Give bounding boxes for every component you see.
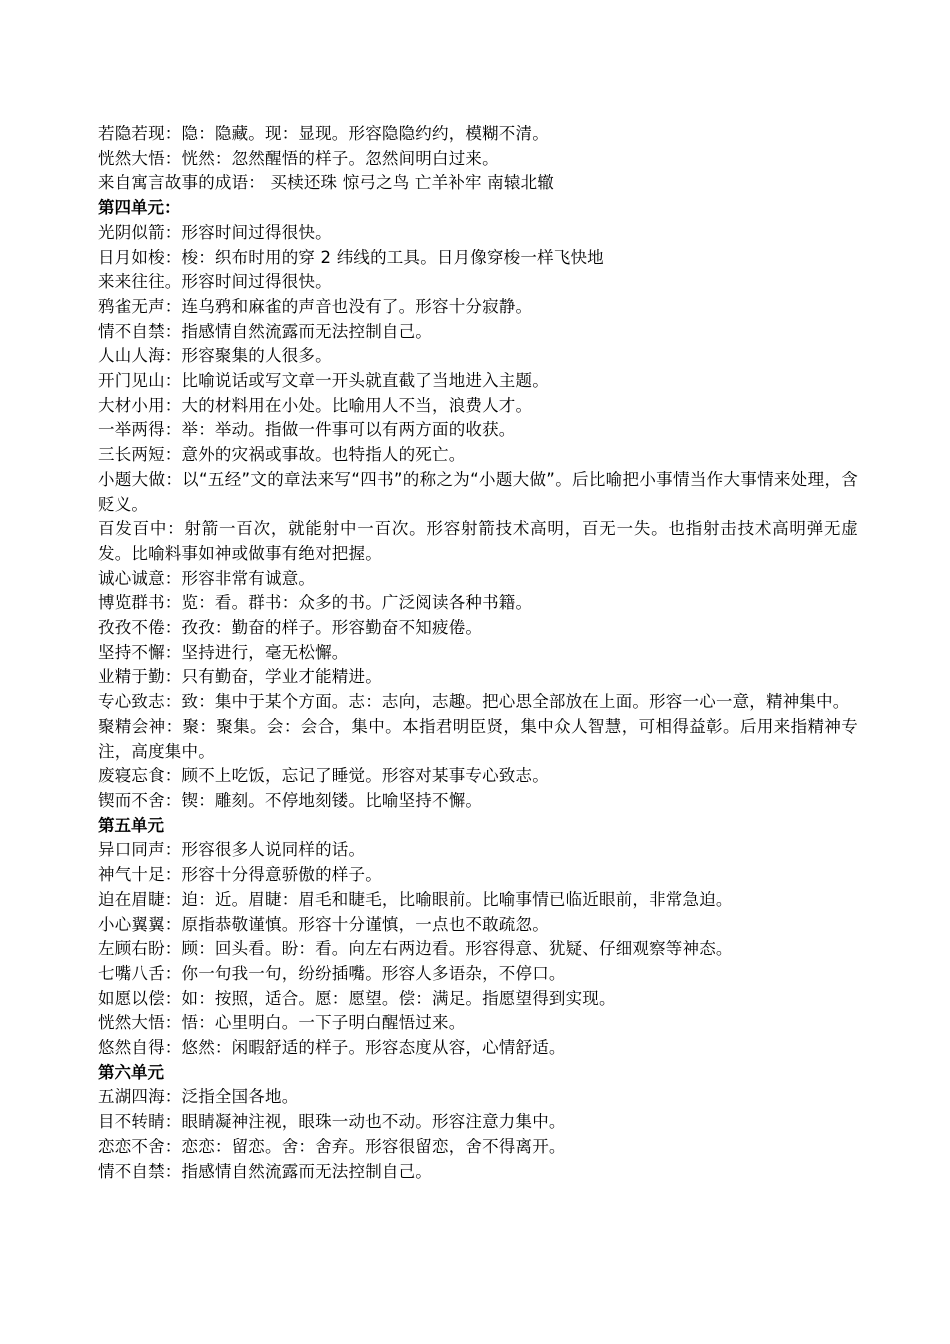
idiom-entry: 聚精会神：聚：聚集。会：会合，集中。本指君明臣贤，集中众人智慧，可相得益彰。后用来指精神专注，高度集中。 [98,716,858,761]
idiom-entry: 情不自禁：指感情自然流露而无法控制自己。 [98,1161,432,1181]
idiom-entry: 一举两得：举：举动。指做一件事可以有两方面的收获。 [98,420,516,440]
idiom-entry: 人山人海：形容聚集的人很多。 [98,346,332,366]
idiom-entry: 坚持不懈：坚持进行，毫无松懈。 [98,642,349,662]
idiom-entry: 诚心诚意：形容非常有诚意。 [98,568,316,588]
idiom-entry: 五湖四海：泛指全国各地。 [98,1087,299,1107]
section-heading: 第五单元 [98,815,164,835]
idiom-entry: 开门见山：比喻说话或写文章一开头就直截了当地进入主题。 [98,371,549,391]
idiom-entry: 小心翼翼：原指恭敬谨慎。形容十分谨慎，一点也不敢疏忽。 [98,914,549,934]
idiom-entry: 鸦雀无声：连乌鸦和麻雀的声音也没有了。形容十分寂静。 [98,296,533,316]
idiom-entry: 光阴似箭：形容时间过得很快。 [98,222,332,242]
idiom-entry: 专心致志：致：集中于某个方面。志：志向，志趣。把心思全部放在上面。形容一心一意，精神集中。 [98,692,850,712]
idiom-entry: 若隐若现：隐：隐藏。现：显现。形容隐隐约约，模糊不清。 [98,124,549,143]
idiom-entry: 情不自禁：指感情自然流露而无法控制自己。 [98,321,432,341]
idiom-entry: 神气十足：形容十分得意骄傲的样子。 [98,865,382,885]
document-page [98,122,858,1184]
section-heading: 第四单元： [98,198,181,218]
idiom-entry: 异口同声：形容很多人说同样的话。 [98,840,366,860]
idiom-entry: 恍然大悟：悟：心里明白。一下子明白醒悟过来。 [98,1013,466,1033]
idiom-entry: 百发百中：射箭一百次，就能射中一百次。形容射箭技术高明，百无一失。也指射击技术高明弹无虚发。比喻料事如神或做事有绝对把握。 [98,519,858,563]
idiom-entry: 来自寓言故事的成语： 买椟还珠 惊弓之鸟 亡羊补牢 南辕北辙 [98,173,554,193]
idiom-entry: 迫在眉睫：迫：近。眉睫：眉毛和睫毛，比喻眼前。比喻事情已临近眼前，非常急迫。 [98,889,733,909]
idiom-entry: 来来往往。形容时间过得很快。 [98,272,332,292]
section-heading: 第六单元 [98,1062,164,1082]
idiom-entry: 大材小用：大的材料用在小处。比喻用人不当，浪费人才。 [98,395,533,415]
idiom-entry: 恍然大悟：恍然：忽然醒悟的样子。忽然间明白过来。 [98,148,499,168]
idiom-entry: 目不转睛：眼睛凝神注视，眼珠一动也不动。形容注意力集中。 [98,1112,566,1132]
idiom-entry: 恋恋不舍：恋恋：留恋。舍：舍弃。形容很留恋，舍不得离开。 [98,1136,566,1156]
idiom-entry: 博览群书：览：看。群书：众多的书。广泛阅读各种书籍。 [98,593,533,613]
idiom-entry: 锲而不舍：锲：雕刻。不停地刻镂。比喻坚持不懈。 [98,790,483,810]
idiom-entry: 三长两短：意外的灾祸或事故。也特指人的死亡。 [98,445,466,465]
idiom-entry: 左顾右盼：顾：回头看。盼：看。向左右两边看。形容得意、犹疑、仔细观察等神态。 [98,939,733,959]
idiom-entry: 七嘴八舌：你一句我一句，纷纷插嘴。形容人多语杂，不停口。 [98,963,566,983]
idiom-entry: 悠然自得：悠然：闲暇舒适的样子。形容态度从容，心情舒适。 [98,1038,566,1058]
idiom-entry: 孜孜不倦：孜孜：勤奋的样子。形容勤奋不知疲倦。 [98,618,483,638]
idiom-entry: 废寝忘食：顾不上吃饭，忘记了睡觉。形容对某事专心致志。 [98,766,549,786]
idiom-entry: 小题大做：以“五经”文的章法来写“四书”的称之为“小题大做”。后比喻把小事情当作大事情来处理，含贬义。 [98,469,858,514]
idiom-entry: 如愿以偿：如：按照，适合。愿：愿望。偿：满足。指愿望得到实现。 [98,988,616,1008]
idiom-entry: 日月如梭：梭：织布时用的穿 2 纬线的工具。日月像穿梭一样飞快地 [98,247,604,267]
idiom-entry: 业精于勤：只有勤奋，学业才能精进。 [98,667,382,687]
